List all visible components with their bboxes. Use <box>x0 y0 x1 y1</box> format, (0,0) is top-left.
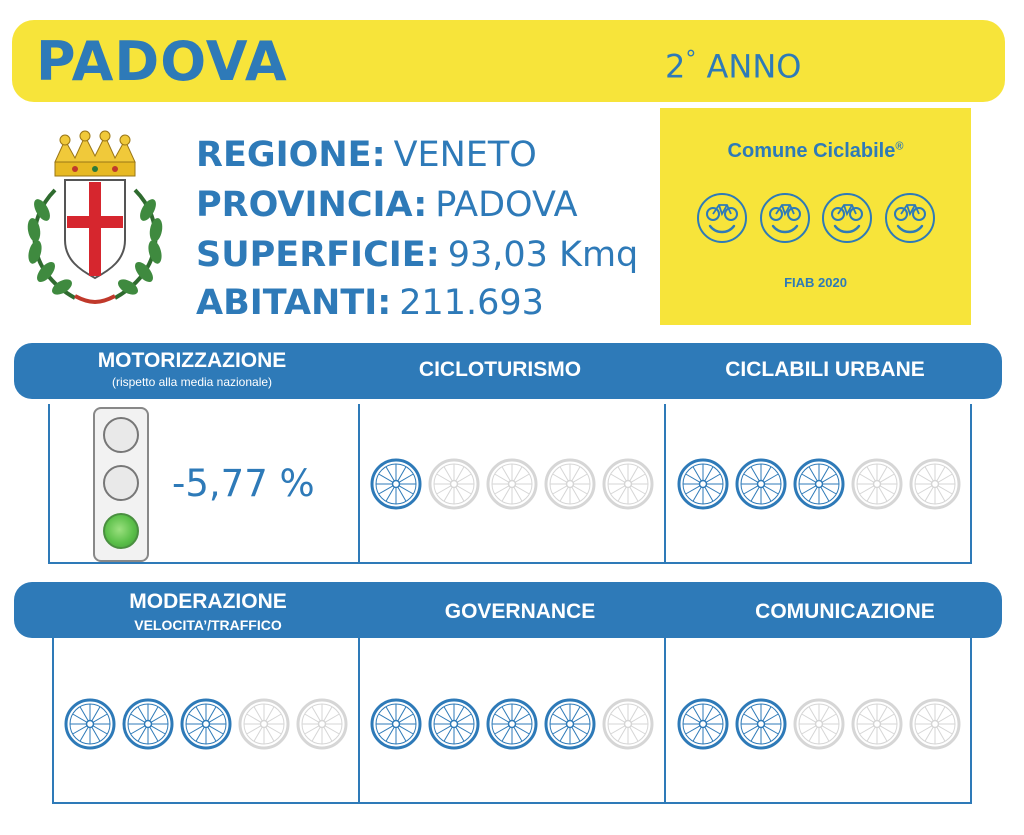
info-regione <box>196 135 537 175</box>
bicycle-wheel-icon <box>851 458 903 510</box>
info-abitanti-value: 211.693 <box>399 283 544 323</box>
bicycle-wheel-icon <box>370 458 422 510</box>
info-superficie <box>196 235 638 275</box>
cicloturismo-label: CICLOTURISMO <box>418 358 582 381</box>
bicycle-wheel-icon <box>909 698 961 750</box>
info-provincia-label: PROVINCIA: <box>196 185 428 225</box>
bicycle-wheel-icon <box>544 458 596 510</box>
badge-footer: FIAB 2020 <box>784 275 847 290</box>
bicycle-wheel-icon <box>486 698 538 750</box>
bicycle-wheel-icon <box>677 698 729 750</box>
bicycle-wheel-icon <box>677 458 729 510</box>
bicycle-wheel-icon <box>793 458 845 510</box>
info-regione-value: VENETO <box>393 135 537 175</box>
bicycle-wheel-icon <box>296 698 348 750</box>
year-word: ANNO <box>706 47 802 86</box>
moderazione-sublabel: VELOCITA’/TRAFFICO <box>134 617 282 633</box>
moderazione-rating <box>64 698 348 750</box>
motorizzazione-label: MOTORIZZAZIONE <box>97 349 287 372</box>
traffic-light-icon <box>93 407 149 562</box>
info-abitanti <box>196 283 544 323</box>
governance-rating <box>370 698 654 750</box>
bicycle-wheel-icon <box>486 458 538 510</box>
ciclabili-urbane-label: CICLABILI URBANE <box>725 358 925 381</box>
motorizzazione-value: -5,77 % <box>172 462 315 505</box>
city-name: PADOVA <box>36 30 288 93</box>
bicycle-wheel-icon <box>428 458 480 510</box>
traffic-light-yellow-lamp <box>103 465 139 501</box>
comunicazione-label: COMUNICAZIONE <box>755 600 935 623</box>
comunicazione-rating <box>677 698 961 750</box>
cicloturismo-rating <box>370 458 654 510</box>
info-provincia <box>196 185 578 225</box>
bicycle-wheel-icon <box>544 698 596 750</box>
bicycle-wheel-icon <box>370 698 422 750</box>
bicycle-wheel-icon <box>238 698 290 750</box>
year-degree: ° <box>685 47 697 72</box>
badge-smileys <box>696 192 936 244</box>
bicycle-smiley-icon <box>821 192 873 244</box>
bicycle-wheel-icon <box>735 458 787 510</box>
info-superficie-value: 93,03 Kmq <box>447 235 639 275</box>
padova-coat-of-arms-icon <box>20 130 170 310</box>
badge-title-text: Comune Ciclabile <box>727 140 896 162</box>
ciclabili-urbane-rating <box>677 458 961 510</box>
info-abitanti-label: ABITANTI: <box>196 283 392 323</box>
bicycle-wheel-icon <box>122 698 174 750</box>
year-number: 2 <box>665 47 686 86</box>
bicycle-wheel-icon <box>909 458 961 510</box>
info-regione-label: REGIONE: <box>196 135 386 175</box>
bicycle-wheel-icon <box>735 698 787 750</box>
moderazione-label: MODERAZIONE <box>129 590 287 613</box>
bicycle-wheel-icon <box>602 458 654 510</box>
bicycle-wheel-icon <box>180 698 232 750</box>
bicycle-wheel-icon <box>793 698 845 750</box>
bicycle-wheel-icon <box>602 698 654 750</box>
comune-ciclabile-badge <box>660 108 971 325</box>
bicycle-wheel-icon <box>851 698 903 750</box>
motorizzazione-sublabel: (rispetto alla media nazionale) <box>111 375 273 389</box>
info-provincia-value: PADOVA <box>435 185 578 225</box>
bicycle-wheel-icon <box>64 698 116 750</box>
registered-mark: ® <box>895 140 904 153</box>
bicycle-smiley-icon <box>884 192 936 244</box>
info-superficie-label: SUPERFICIE: <box>196 235 440 275</box>
traffic-light-green-lamp <box>103 513 139 549</box>
year-label <box>665 47 801 86</box>
badge-title <box>660 140 971 163</box>
governance-label: GOVERNANCE <box>444 600 596 623</box>
bicycle-wheel-icon <box>428 698 480 750</box>
traffic-light-red-lamp <box>103 417 139 453</box>
bicycle-smiley-icon <box>696 192 748 244</box>
bicycle-smiley-icon <box>759 192 811 244</box>
